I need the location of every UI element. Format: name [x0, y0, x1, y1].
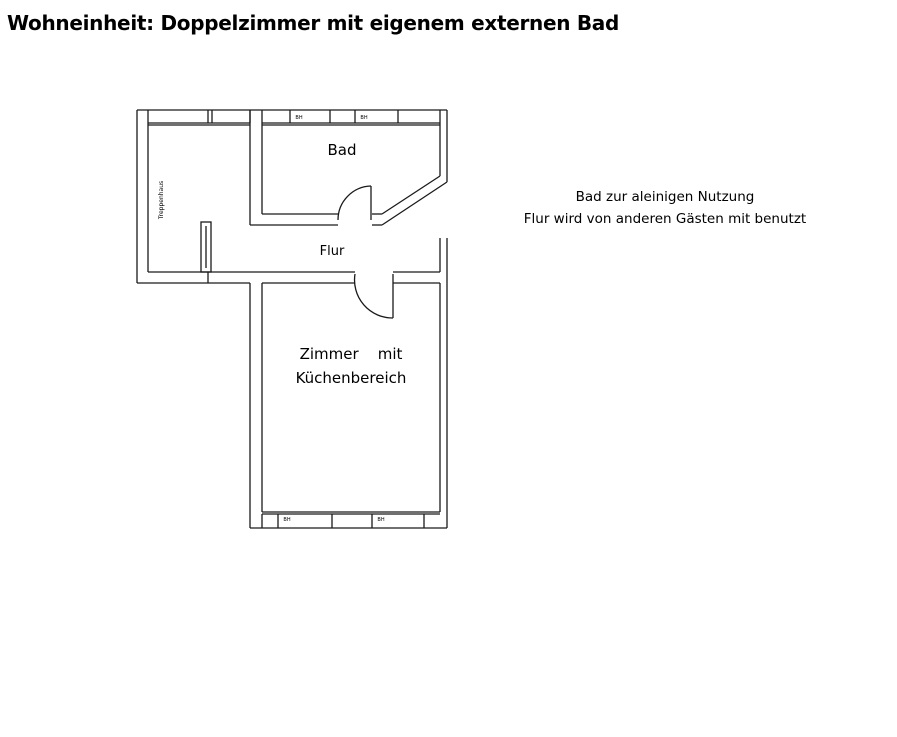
- bath-door: [338, 186, 371, 220]
- room-label-flur: Flur: [319, 244, 345, 259]
- walls: [137, 110, 447, 528]
- note-corridor-shared: Flur wird von anderen Gästen mit benutzt: [523, 211, 807, 227]
- window-label: BH: [295, 115, 303, 121]
- window-label: BH: [377, 517, 385, 523]
- room-label-bad: Bad: [327, 141, 357, 159]
- note-bath-usage: Bad zur aleinigen Nutzung: [575, 189, 755, 205]
- room-label-zimmer: Zimmer mit: [299, 345, 403, 363]
- window-label: BH: [360, 115, 368, 121]
- window-label: BH: [283, 517, 291, 523]
- page-title: Wohneinheit: Doppelzimmer mit eigenem externen Bad: [7, 11, 620, 35]
- room-label-kuechenbereich: Küchenbereich: [295, 369, 407, 387]
- room-door: [355, 274, 393, 318]
- room-label-treppenhaus: Treppenhaus: [158, 180, 165, 220]
